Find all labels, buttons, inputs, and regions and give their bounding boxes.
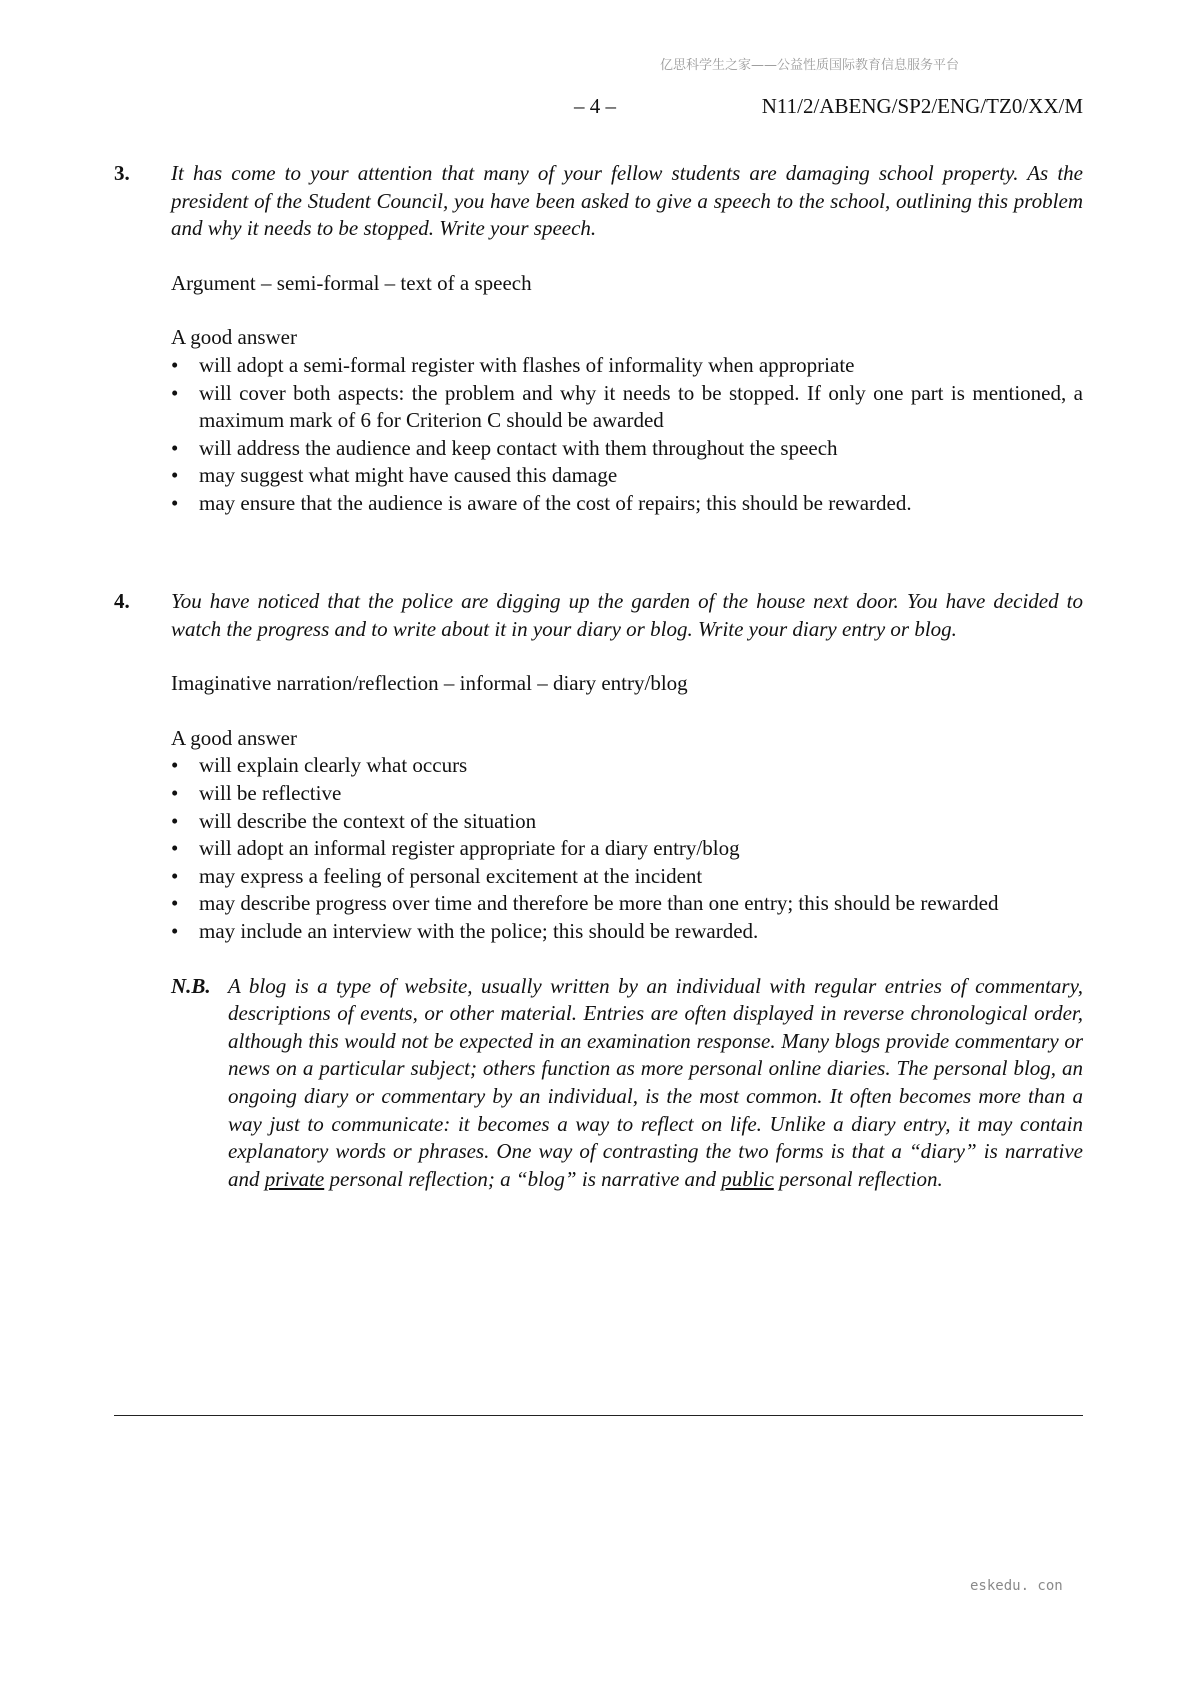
bullet-icon: • xyxy=(171,863,179,888)
list-item: • may suggest what might have caused this damage xyxy=(171,462,1083,490)
question-4-type: Imaginative narration/reflection – informal – diary entry/blog xyxy=(171,671,688,696)
question-4 xyxy=(114,588,1083,1193)
bullet-icon: • xyxy=(171,780,179,805)
underlined-public: public xyxy=(721,1166,774,1191)
bullet-icon: • xyxy=(171,808,179,833)
list-item: • will cover both aspects: the problem and why it needs to be stopped. If only one part is mentioned, a maximum mark of 6 for Criterion C should be awarded xyxy=(171,380,1083,433)
underlined-private: private xyxy=(264,1166,325,1191)
list-item: • will describe the context of the situation xyxy=(171,808,1083,836)
question-3-good-answer: A good answer xyxy=(171,325,297,350)
nota-bene-label: N.B. xyxy=(171,973,211,998)
bullet-icon: • xyxy=(171,463,179,488)
list-item: • will adopt an informal register appropriate for a diary entry/blog xyxy=(171,835,1083,863)
nota-bene-text: A blog is a type of website, usually written by an individual with regular entries of commentary, descriptions of events, or other material. Entries are often displayed in reverse chronological order, although this would not be expected in an examination response. Many blogs provide commentary or news on a particular subject; others function as more personal online diaries. The personal blog, an ongoing diary or commentary by an individual, is the most common. It often becomes more than a way just to communicate: it becomes a way to reflect on life. Unlike a diary entry, it may contain explanatory words or phrases. One way of contrasting the two forms is that a “diary” is narrative and private personal reflection; a “blog” is narrative and public personal reflection. xyxy=(228,973,1083,1191)
bullet-icon: • xyxy=(171,836,179,861)
list-item: • may ensure that the audience is aware of the cost of repairs; this should be rewarded. xyxy=(171,490,1083,518)
footer-watermark: eskedu. con xyxy=(970,1578,1063,1594)
question-3-type: Argument – semi-formal – text of a speech xyxy=(171,270,532,295)
bullet-icon: • xyxy=(171,918,179,943)
nota-bene xyxy=(171,973,1083,1194)
question-3-number: 3. xyxy=(114,161,130,185)
bullet-icon: • xyxy=(171,490,179,515)
list-item: • may express a feeling of personal excitement at the incident xyxy=(171,863,1083,891)
bullet-icon: • xyxy=(171,380,179,405)
list-item: • will be reflective xyxy=(171,780,1083,808)
question-3-prompt: It has come to your attention that many of your fellow students are damaging school property. As the president of the Student Council, you have been asked to give a speech to the school, outlining this problem and why it needs to be stopped. Write your speech. xyxy=(171,161,1083,241)
question-4-criteria-list xyxy=(171,752,1083,945)
bullet-icon: • xyxy=(171,891,179,916)
bullet-icon: • xyxy=(171,352,179,377)
header-watermark: 亿思科学生之家——公益性质国际教育信息服务平台 xyxy=(660,58,960,73)
page-number: – 4 – xyxy=(574,94,616,118)
bottom-divider xyxy=(114,1415,1083,1416)
question-3 xyxy=(114,160,1083,518)
list-item: • will explain clearly what occurs xyxy=(171,752,1083,780)
question-3-criteria-list xyxy=(171,352,1083,518)
question-4-prompt: You have noticed that the police are digging up the garden of the house next door. You have decided to watch the progress and to write about it in your diary or blog. Write your diary entry or blog. xyxy=(171,589,1083,641)
bullet-icon: • xyxy=(171,435,179,460)
bullet-icon: • xyxy=(171,753,179,778)
list-item: • may describe progress over time and therefore be more than one entry; this should be rewarded xyxy=(171,890,1083,918)
question-4-number: 4. xyxy=(114,589,130,613)
list-item: • will address the audience and keep contact with them throughout the speech xyxy=(171,435,1083,463)
question-4-good-answer: A good answer xyxy=(171,725,297,750)
list-item: • will adopt a semi-formal register with flashes of informality when appropriate xyxy=(171,352,1083,380)
document-code: N11/2/ABENG/SP2/ENG/TZ0/XX/M xyxy=(761,94,1083,118)
list-item: • may include an interview with the police; this should be rewarded. xyxy=(171,918,1083,946)
